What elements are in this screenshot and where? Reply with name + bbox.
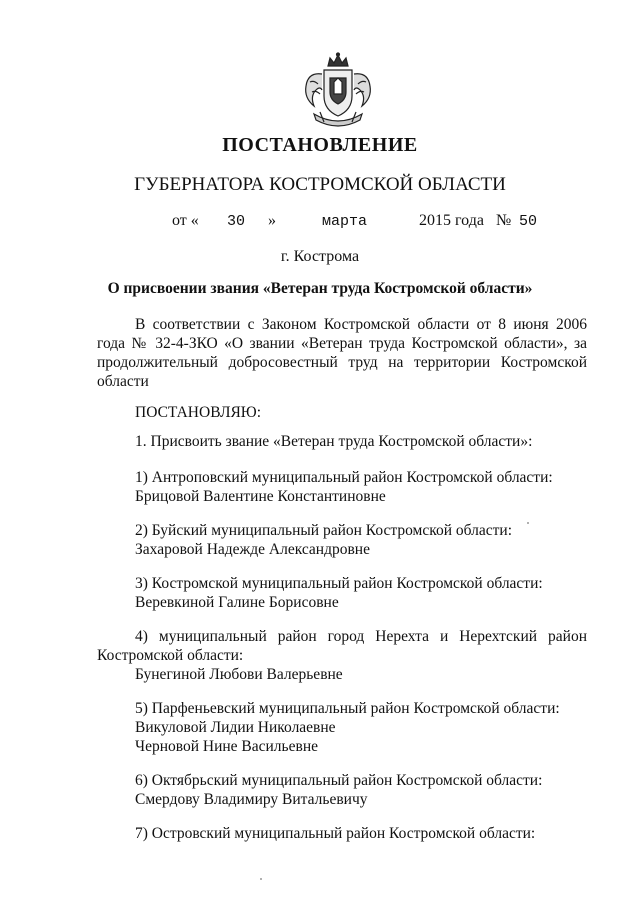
date-prefix: от « (172, 212, 199, 229)
list-item-header: 7) Островский муниципальный район Костромской области: (135, 825, 536, 842)
city-line: г. Кострома (280, 248, 360, 265)
list-item-header: 6) Октябрьский муниципальный район Костромской области: (135, 772, 543, 789)
date-quote-close: » (268, 212, 276, 229)
coat-of-arms-emblem (300, 52, 376, 132)
list-item-name: Бунегиной Любови Валерьевне (135, 666, 343, 683)
preamble-paragraph: В соответствии с Законом Костромской области от 8 июня 2006 года № 32-4-ЗКО «О звании «Ветеран труда Костромской области», за продолжительный добросовестный труд на территории Костромской области (97, 316, 587, 390)
list-item-header: 2) Буйский муниципальный район Костромской области: (135, 522, 513, 539)
scan-speck (260, 878, 262, 880)
list-item-header: 3) Костромской муниципальный район Костромской области: (135, 575, 543, 592)
document-heading: О присвоении звания «Ветеран труда Костромской области» (107, 280, 533, 297)
date-day: 30 (227, 213, 246, 230)
list-item-header-continued: Костромской области: (97, 647, 244, 664)
list-item-name: Смердову Владимиру Витальевичу (135, 791, 368, 808)
list-item-name: Викуловой Лидии Николаевне (135, 719, 336, 736)
date-month: марта (322, 213, 368, 230)
list-item-name: Веревкиной Галине Борисовне (135, 594, 339, 611)
list-item-header: 1) Антроповский муниципальный район Костромской области: (135, 469, 553, 486)
scan-speck (527, 522, 529, 524)
document-number: 50 (519, 213, 538, 230)
decree-word: ПОСТАНОВЛЯЮ: (135, 404, 262, 421)
list-item-name: Захаровой Надежде Александровне (135, 541, 370, 558)
document-subtitle: ГУБЕРНАТОРА КОСТРОМСКОЙ ОБЛАСТИ (134, 174, 506, 195)
document-title: ПОСТАНОВЛЕНИЕ (222, 134, 418, 156)
list-item-name: Брицовой Валентине Константиновне (135, 488, 386, 505)
list-item-name: Черновой Нине Васильевне (135, 738, 318, 755)
list-item-header: 5) Парфеньевский муниципальный район Костромской области: (135, 700, 560, 717)
list-item-header: 4) муниципальный район город Нерехта и Нерехтский район (135, 628, 587, 645)
date-year: 2015 года (419, 212, 484, 229)
point-1: 1. Присвоить звание «Ветеран труда Костромской области»: (135, 433, 533, 450)
number-sign: № (496, 212, 512, 229)
